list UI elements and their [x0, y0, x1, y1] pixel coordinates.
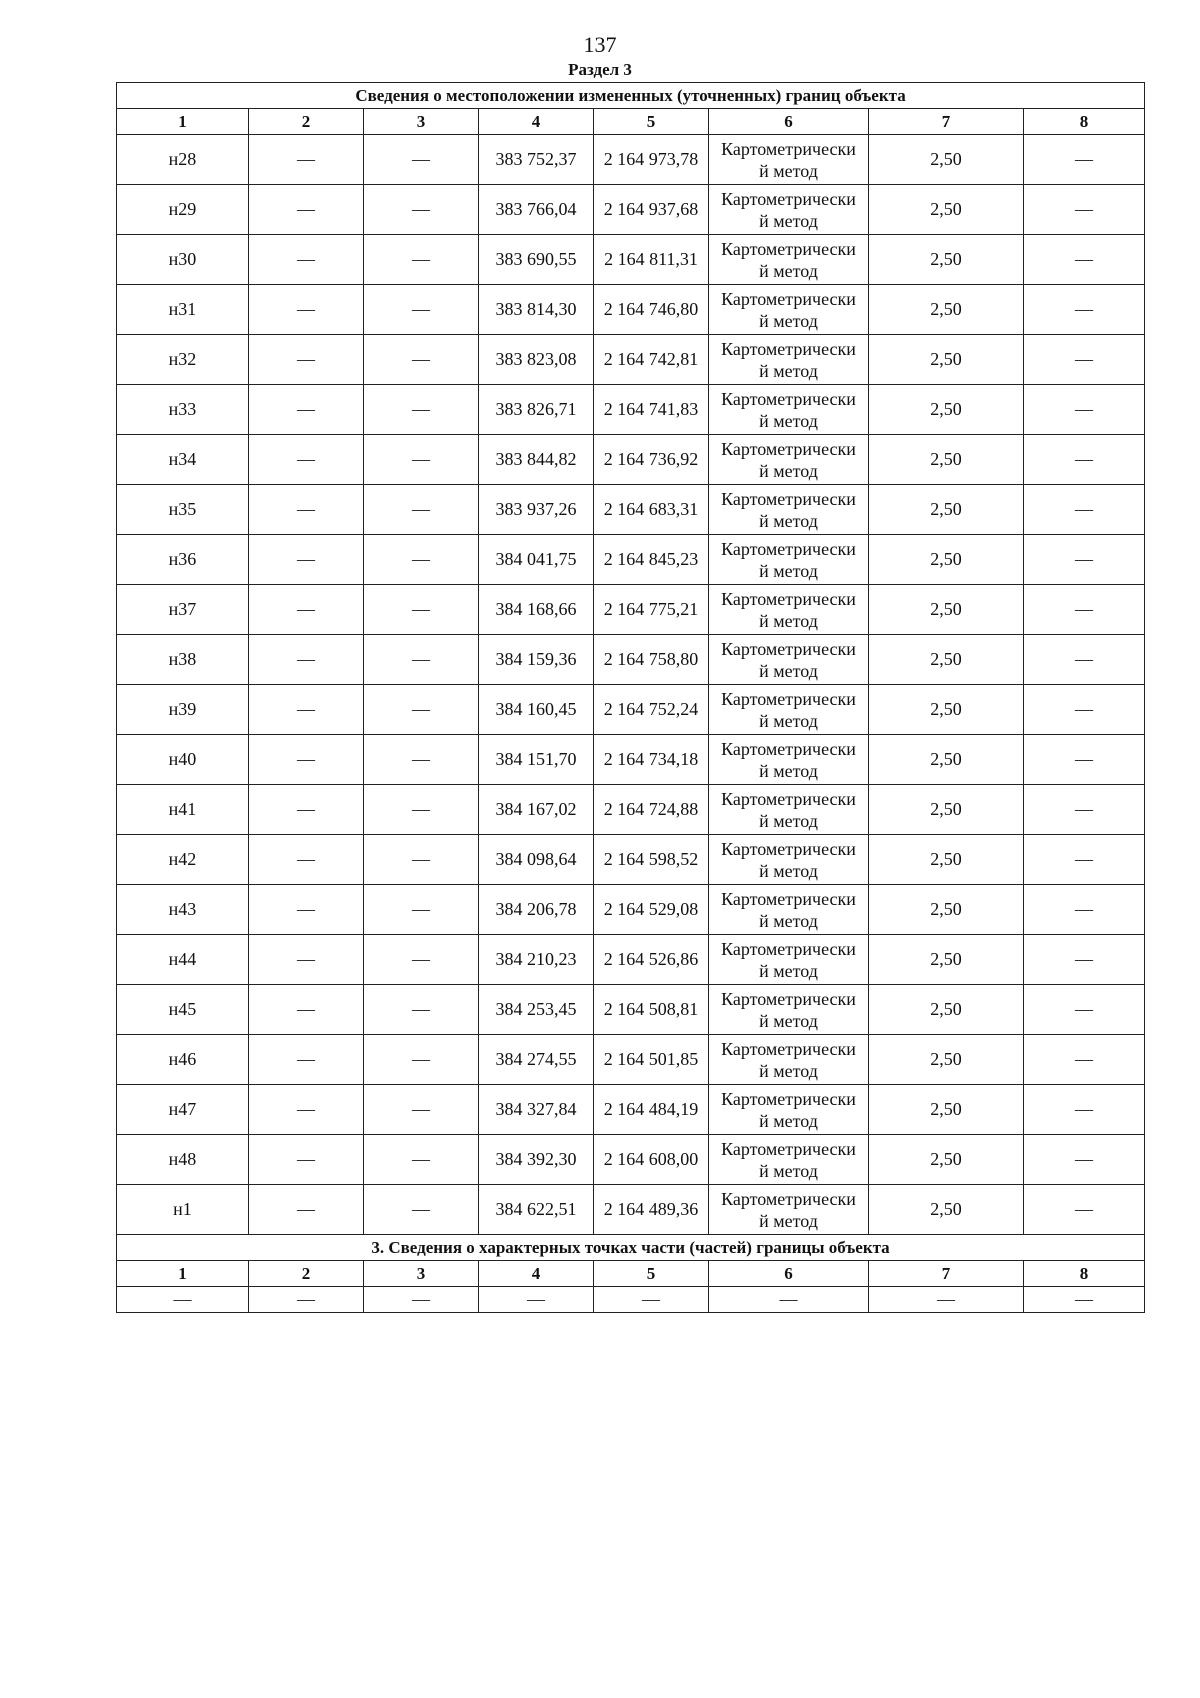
- col2-value: —: [249, 435, 364, 485]
- col8-value: —: [1024, 785, 1145, 835]
- table-row: [117, 385, 1145, 435]
- y-coordinate: 2 164 608,00: [594, 1135, 709, 1185]
- point-name: н30: [117, 235, 249, 285]
- column-number: 5: [594, 109, 709, 135]
- col2-value: —: [249, 635, 364, 685]
- col3-value: —: [364, 735, 479, 785]
- point-name: н32: [117, 335, 249, 385]
- point-name: н45: [117, 985, 249, 1035]
- method-line-1: Картометрически: [721, 788, 856, 809]
- point-name: н40: [117, 735, 249, 785]
- method-line-2: й метод: [759, 710, 818, 731]
- empty-cell: —: [709, 1287, 869, 1313]
- point-name: н43: [117, 885, 249, 935]
- accuracy-value: 2,50: [869, 585, 1024, 635]
- accuracy-value: 2,50: [869, 935, 1024, 985]
- col2-value: —: [249, 835, 364, 885]
- accuracy-value: 2,50: [869, 1035, 1024, 1085]
- col8-value: —: [1024, 185, 1145, 235]
- col3-value: —: [364, 1185, 479, 1235]
- method-line-1: Картометрически: [721, 238, 856, 259]
- table-row: [117, 285, 1145, 335]
- col3-value: —: [364, 435, 479, 485]
- table-row: [117, 235, 1145, 285]
- method-cell: [709, 535, 869, 585]
- table-row: [117, 935, 1145, 985]
- col2-value: —: [249, 185, 364, 235]
- x-coordinate: 384 160,45: [479, 685, 594, 735]
- col8-value: —: [1024, 1035, 1145, 1085]
- part-title-row: [117, 1235, 1145, 1261]
- accuracy-value: 2,50: [869, 285, 1024, 335]
- method-line-2: й метод: [759, 560, 818, 581]
- y-coordinate: 2 164 845,23: [594, 535, 709, 585]
- col2-value: —: [249, 235, 364, 285]
- col8-value: —: [1024, 735, 1145, 785]
- method-line-2: й метод: [759, 1210, 818, 1231]
- point-name: н46: [117, 1035, 249, 1085]
- method-line-2: й метод: [759, 1110, 818, 1131]
- empty-cell: —: [117, 1287, 249, 1313]
- column-number: 6: [709, 109, 869, 135]
- method-cell: [709, 135, 869, 185]
- x-coordinate: 383 826,71: [479, 385, 594, 435]
- col2-value: —: [249, 735, 364, 785]
- page-number: 137: [583, 32, 617, 57]
- col2-value: —: [249, 485, 364, 535]
- section-label: Раздел 3: [568, 60, 632, 79]
- col3-value: —: [364, 785, 479, 835]
- y-coordinate: 2 164 526,86: [594, 935, 709, 985]
- col8-value: —: [1024, 885, 1145, 935]
- col8-value: —: [1024, 335, 1145, 385]
- x-coordinate: 384 622,51: [479, 1185, 594, 1235]
- col3-value: —: [364, 285, 479, 335]
- table-row: [117, 585, 1145, 635]
- y-coordinate: 2 164 775,21: [594, 585, 709, 635]
- x-coordinate: 384 327,84: [479, 1085, 594, 1135]
- x-coordinate: 384 098,64: [479, 835, 594, 885]
- table-row: [117, 135, 1145, 185]
- empty-cell: —: [249, 1287, 364, 1313]
- accuracy-value: 2,50: [869, 335, 1024, 385]
- column-number: 4: [479, 1261, 594, 1287]
- col2-value: —: [249, 1185, 364, 1235]
- y-coordinate: 2 164 937,68: [594, 185, 709, 235]
- accuracy-value: 2,50: [869, 435, 1024, 485]
- point-name: н29: [117, 185, 249, 235]
- x-coordinate: 383 937,26: [479, 485, 594, 535]
- table-row: [117, 735, 1145, 785]
- x-coordinate: 384 041,75: [479, 535, 594, 585]
- column-number: 8: [1024, 1261, 1145, 1287]
- method-line-1: Картометрически: [721, 1188, 856, 1209]
- accuracy-value: 2,50: [869, 985, 1024, 1035]
- method-line-1: Картометрически: [721, 638, 856, 659]
- col8-value: —: [1024, 235, 1145, 285]
- col3-value: —: [364, 1085, 479, 1135]
- column-number: 1: [117, 109, 249, 135]
- table-row: [117, 535, 1145, 585]
- method-cell: [709, 1035, 869, 1085]
- col8-value: —: [1024, 1135, 1145, 1185]
- empty-cell: —: [1024, 1287, 1145, 1313]
- col2-value: —: [249, 685, 364, 735]
- col3-value: —: [364, 885, 479, 935]
- col3-value: —: [364, 835, 479, 885]
- x-coordinate: 383 766,04: [479, 185, 594, 235]
- method-cell: [709, 685, 869, 735]
- col8-value: —: [1024, 585, 1145, 635]
- table-row: [117, 435, 1145, 485]
- table-row: [117, 1085, 1145, 1135]
- col8-value: —: [1024, 435, 1145, 485]
- accuracy-value: 2,50: [869, 1135, 1024, 1185]
- method-line-2: й метод: [759, 760, 818, 781]
- method-line-2: й метод: [759, 660, 818, 681]
- table-row: [117, 985, 1145, 1035]
- col2-value: —: [249, 285, 364, 335]
- col3-value: —: [364, 485, 479, 535]
- method-cell: [709, 385, 869, 435]
- col8-value: —: [1024, 935, 1145, 985]
- method-line-2: й метод: [759, 1160, 818, 1181]
- y-coordinate: 2 164 741,83: [594, 385, 709, 435]
- method-line-1: Картометрически: [721, 488, 856, 509]
- x-coordinate: 383 814,30: [479, 285, 594, 335]
- y-coordinate: 2 164 484,19: [594, 1085, 709, 1135]
- y-coordinate: 2 164 724,88: [594, 785, 709, 835]
- method-line-1: Картометрически: [721, 988, 856, 1009]
- part-title: 3. Сведения о характерных точках части (частей) границы объекта: [117, 1235, 1145, 1261]
- point-name: н42: [117, 835, 249, 885]
- y-coordinate: 2 164 734,18: [594, 735, 709, 785]
- method-line-1: Картометрически: [721, 438, 856, 459]
- column-number: 1: [117, 1261, 249, 1287]
- method-line-2: й метод: [759, 360, 818, 381]
- col8-value: —: [1024, 635, 1145, 685]
- method-line-1: Картометрически: [721, 588, 856, 609]
- method-cell: [709, 185, 869, 235]
- method-cell: [709, 585, 869, 635]
- point-name: н39: [117, 685, 249, 735]
- table-row: [117, 1185, 1145, 1235]
- method-cell: [709, 485, 869, 535]
- method-cell: [709, 735, 869, 785]
- point-name: н33: [117, 385, 249, 435]
- x-coordinate: 383 690,55: [479, 235, 594, 285]
- method-line-1: Картометрически: [721, 388, 856, 409]
- x-coordinate: 383 752,37: [479, 135, 594, 185]
- method-line-2: й метод: [759, 410, 818, 431]
- table-row: [117, 485, 1145, 535]
- method-line-1: Картометрически: [721, 538, 856, 559]
- method-cell: [709, 235, 869, 285]
- col2-value: —: [249, 385, 364, 435]
- method-line-2: й метод: [759, 510, 818, 531]
- accuracy-value: 2,50: [869, 235, 1024, 285]
- accuracy-value: 2,50: [869, 635, 1024, 685]
- col8-value: —: [1024, 285, 1145, 335]
- method-line-1: Картометрически: [721, 138, 856, 159]
- y-coordinate: 2 164 746,80: [594, 285, 709, 335]
- point-name: н36: [117, 535, 249, 585]
- method-cell: [709, 835, 869, 885]
- col3-value: —: [364, 185, 479, 235]
- x-coordinate: 384 210,23: [479, 935, 594, 985]
- col8-value: —: [1024, 985, 1145, 1035]
- method-line-1: Картометрически: [721, 288, 856, 309]
- col3-value: —: [364, 635, 479, 685]
- x-coordinate: 384 168,66: [479, 585, 594, 635]
- point-name: н35: [117, 485, 249, 535]
- column-number: 6: [709, 1261, 869, 1287]
- column-number-row: [117, 109, 1145, 135]
- method-line-2: й метод: [759, 910, 818, 931]
- part-column-number-row: [117, 1261, 1145, 1287]
- col2-value: —: [249, 135, 364, 185]
- x-coordinate: 384 159,36: [479, 635, 594, 685]
- method-cell: [709, 285, 869, 335]
- method-line-1: Картометрически: [721, 938, 856, 959]
- col3-value: —: [364, 985, 479, 1035]
- y-coordinate: 2 164 973,78: [594, 135, 709, 185]
- x-coordinate: 384 253,45: [479, 985, 594, 1035]
- method-cell: [709, 635, 869, 685]
- col8-value: —: [1024, 685, 1145, 735]
- method-line-1: Картометрически: [721, 838, 856, 859]
- col8-value: —: [1024, 135, 1145, 185]
- method-line-1: Картометрически: [721, 1038, 856, 1059]
- col8-value: —: [1024, 385, 1145, 435]
- method-line-1: Картометрически: [721, 1088, 856, 1109]
- accuracy-value: 2,50: [869, 1185, 1024, 1235]
- table-row: [117, 1035, 1145, 1085]
- method-line-2: й метод: [759, 860, 818, 881]
- method-line-1: Картометрически: [721, 888, 856, 909]
- boundary-points-table: [116, 82, 1145, 1313]
- x-coordinate: 384 392,30: [479, 1135, 594, 1185]
- method-line-2: й метод: [759, 160, 818, 181]
- x-coordinate: 383 823,08: [479, 335, 594, 385]
- y-coordinate: 2 164 811,31: [594, 235, 709, 285]
- y-coordinate: 2 164 529,08: [594, 885, 709, 935]
- empty-cell: —: [869, 1287, 1024, 1313]
- table-title: Сведения о местоположении измененных (уточненных) границ объекта: [117, 83, 1145, 109]
- method-line-2: й метод: [759, 1010, 818, 1031]
- col2-value: —: [249, 785, 364, 835]
- accuracy-value: 2,50: [869, 835, 1024, 885]
- col2-value: —: [249, 985, 364, 1035]
- accuracy-value: 2,50: [869, 185, 1024, 235]
- x-coordinate: 384 206,78: [479, 885, 594, 935]
- col8-value: —: [1024, 535, 1145, 585]
- method-line-1: Картометрически: [721, 1138, 856, 1159]
- method-line-2: й метод: [759, 260, 818, 281]
- col3-value: —: [364, 135, 479, 185]
- method-cell: [709, 785, 869, 835]
- col8-value: —: [1024, 835, 1145, 885]
- method-line-1: Картометрически: [721, 688, 856, 709]
- column-number: 5: [594, 1261, 709, 1287]
- col2-value: —: [249, 1085, 364, 1135]
- x-coordinate: 384 151,70: [479, 735, 594, 785]
- col3-value: —: [364, 535, 479, 585]
- col3-value: —: [364, 1035, 479, 1085]
- method-line-2: й метод: [759, 460, 818, 481]
- table-row: [117, 785, 1145, 835]
- method-line-2: й метод: [759, 210, 818, 231]
- col8-value: —: [1024, 1085, 1145, 1135]
- method-line-2: й метод: [759, 810, 818, 831]
- empty-cell: —: [479, 1287, 594, 1313]
- method-line-2: й метод: [759, 610, 818, 631]
- col2-value: —: [249, 535, 364, 585]
- col8-value: —: [1024, 1185, 1145, 1235]
- col2-value: —: [249, 1035, 364, 1085]
- table-row: [117, 185, 1145, 235]
- col3-value: —: [364, 585, 479, 635]
- col2-value: —: [249, 1135, 364, 1185]
- point-name: н1: [117, 1185, 249, 1235]
- method-line-2: й метод: [759, 1060, 818, 1081]
- method-line-2: й метод: [759, 310, 818, 331]
- empty-cell: —: [364, 1287, 479, 1313]
- col3-value: —: [364, 935, 479, 985]
- y-coordinate: 2 164 758,80: [594, 635, 709, 685]
- empty-cell: —: [594, 1287, 709, 1313]
- y-coordinate: 2 164 501,85: [594, 1035, 709, 1085]
- col2-value: —: [249, 935, 364, 985]
- part-empty-row: [117, 1287, 1145, 1313]
- method-cell: [709, 335, 869, 385]
- method-cell: [709, 935, 869, 985]
- method-line-1: Картометрически: [721, 188, 856, 209]
- y-coordinate: 2 164 508,81: [594, 985, 709, 1035]
- col8-value: —: [1024, 485, 1145, 535]
- column-number: 3: [364, 1261, 479, 1287]
- table-row: [117, 335, 1145, 385]
- x-coordinate: 384 274,55: [479, 1035, 594, 1085]
- method-line-1: Картометрически: [721, 338, 856, 359]
- col2-value: —: [249, 335, 364, 385]
- y-coordinate: 2 164 752,24: [594, 685, 709, 735]
- point-name: н41: [117, 785, 249, 835]
- x-coordinate: 384 167,02: [479, 785, 594, 835]
- column-number: 2: [249, 109, 364, 135]
- method-cell: [709, 885, 869, 935]
- accuracy-value: 2,50: [869, 885, 1024, 935]
- table-row: [117, 685, 1145, 735]
- column-number: 2: [249, 1261, 364, 1287]
- point-name: н31: [117, 285, 249, 335]
- column-number: 7: [869, 109, 1024, 135]
- column-number: 8: [1024, 109, 1145, 135]
- accuracy-value: 2,50: [869, 685, 1024, 735]
- accuracy-value: 2,50: [869, 135, 1024, 185]
- accuracy-value: 2,50: [869, 735, 1024, 785]
- point-name: н47: [117, 1085, 249, 1135]
- x-coordinate: 383 844,82: [479, 435, 594, 485]
- point-name: н48: [117, 1135, 249, 1185]
- accuracy-value: 2,50: [869, 1085, 1024, 1135]
- point-name: н38: [117, 635, 249, 685]
- y-coordinate: 2 164 742,81: [594, 335, 709, 385]
- method-cell: [709, 1135, 869, 1185]
- y-coordinate: 2 164 736,92: [594, 435, 709, 485]
- method-cell: [709, 1185, 869, 1235]
- table-title-row: [117, 83, 1145, 109]
- col2-value: —: [249, 885, 364, 935]
- method-line-1: Картометрически: [721, 738, 856, 759]
- y-coordinate: 2 164 598,52: [594, 835, 709, 885]
- point-name: н44: [117, 935, 249, 985]
- accuracy-value: 2,50: [869, 485, 1024, 535]
- accuracy-value: 2,50: [869, 535, 1024, 585]
- table-row: [117, 635, 1145, 685]
- col2-value: —: [249, 585, 364, 635]
- col3-value: —: [364, 335, 479, 385]
- table-row: [117, 885, 1145, 935]
- table-row: [117, 835, 1145, 885]
- y-coordinate: 2 164 489,36: [594, 1185, 709, 1235]
- method-line-2: й метод: [759, 960, 818, 981]
- y-coordinate: 2 164 683,31: [594, 485, 709, 535]
- col3-value: —: [364, 1135, 479, 1185]
- accuracy-value: 2,50: [869, 785, 1024, 835]
- accuracy-value: 2,50: [869, 385, 1024, 435]
- table-row: [117, 1135, 1145, 1185]
- col3-value: —: [364, 235, 479, 285]
- col3-value: —: [364, 385, 479, 435]
- column-number: 4: [479, 109, 594, 135]
- point-name: н28: [117, 135, 249, 185]
- point-name: н34: [117, 435, 249, 485]
- method-cell: [709, 985, 869, 1035]
- point-name: н37: [117, 585, 249, 635]
- column-number: 3: [364, 109, 479, 135]
- method-cell: [709, 435, 869, 485]
- column-number: 7: [869, 1261, 1024, 1287]
- method-cell: [709, 1085, 869, 1135]
- col3-value: —: [364, 685, 479, 735]
